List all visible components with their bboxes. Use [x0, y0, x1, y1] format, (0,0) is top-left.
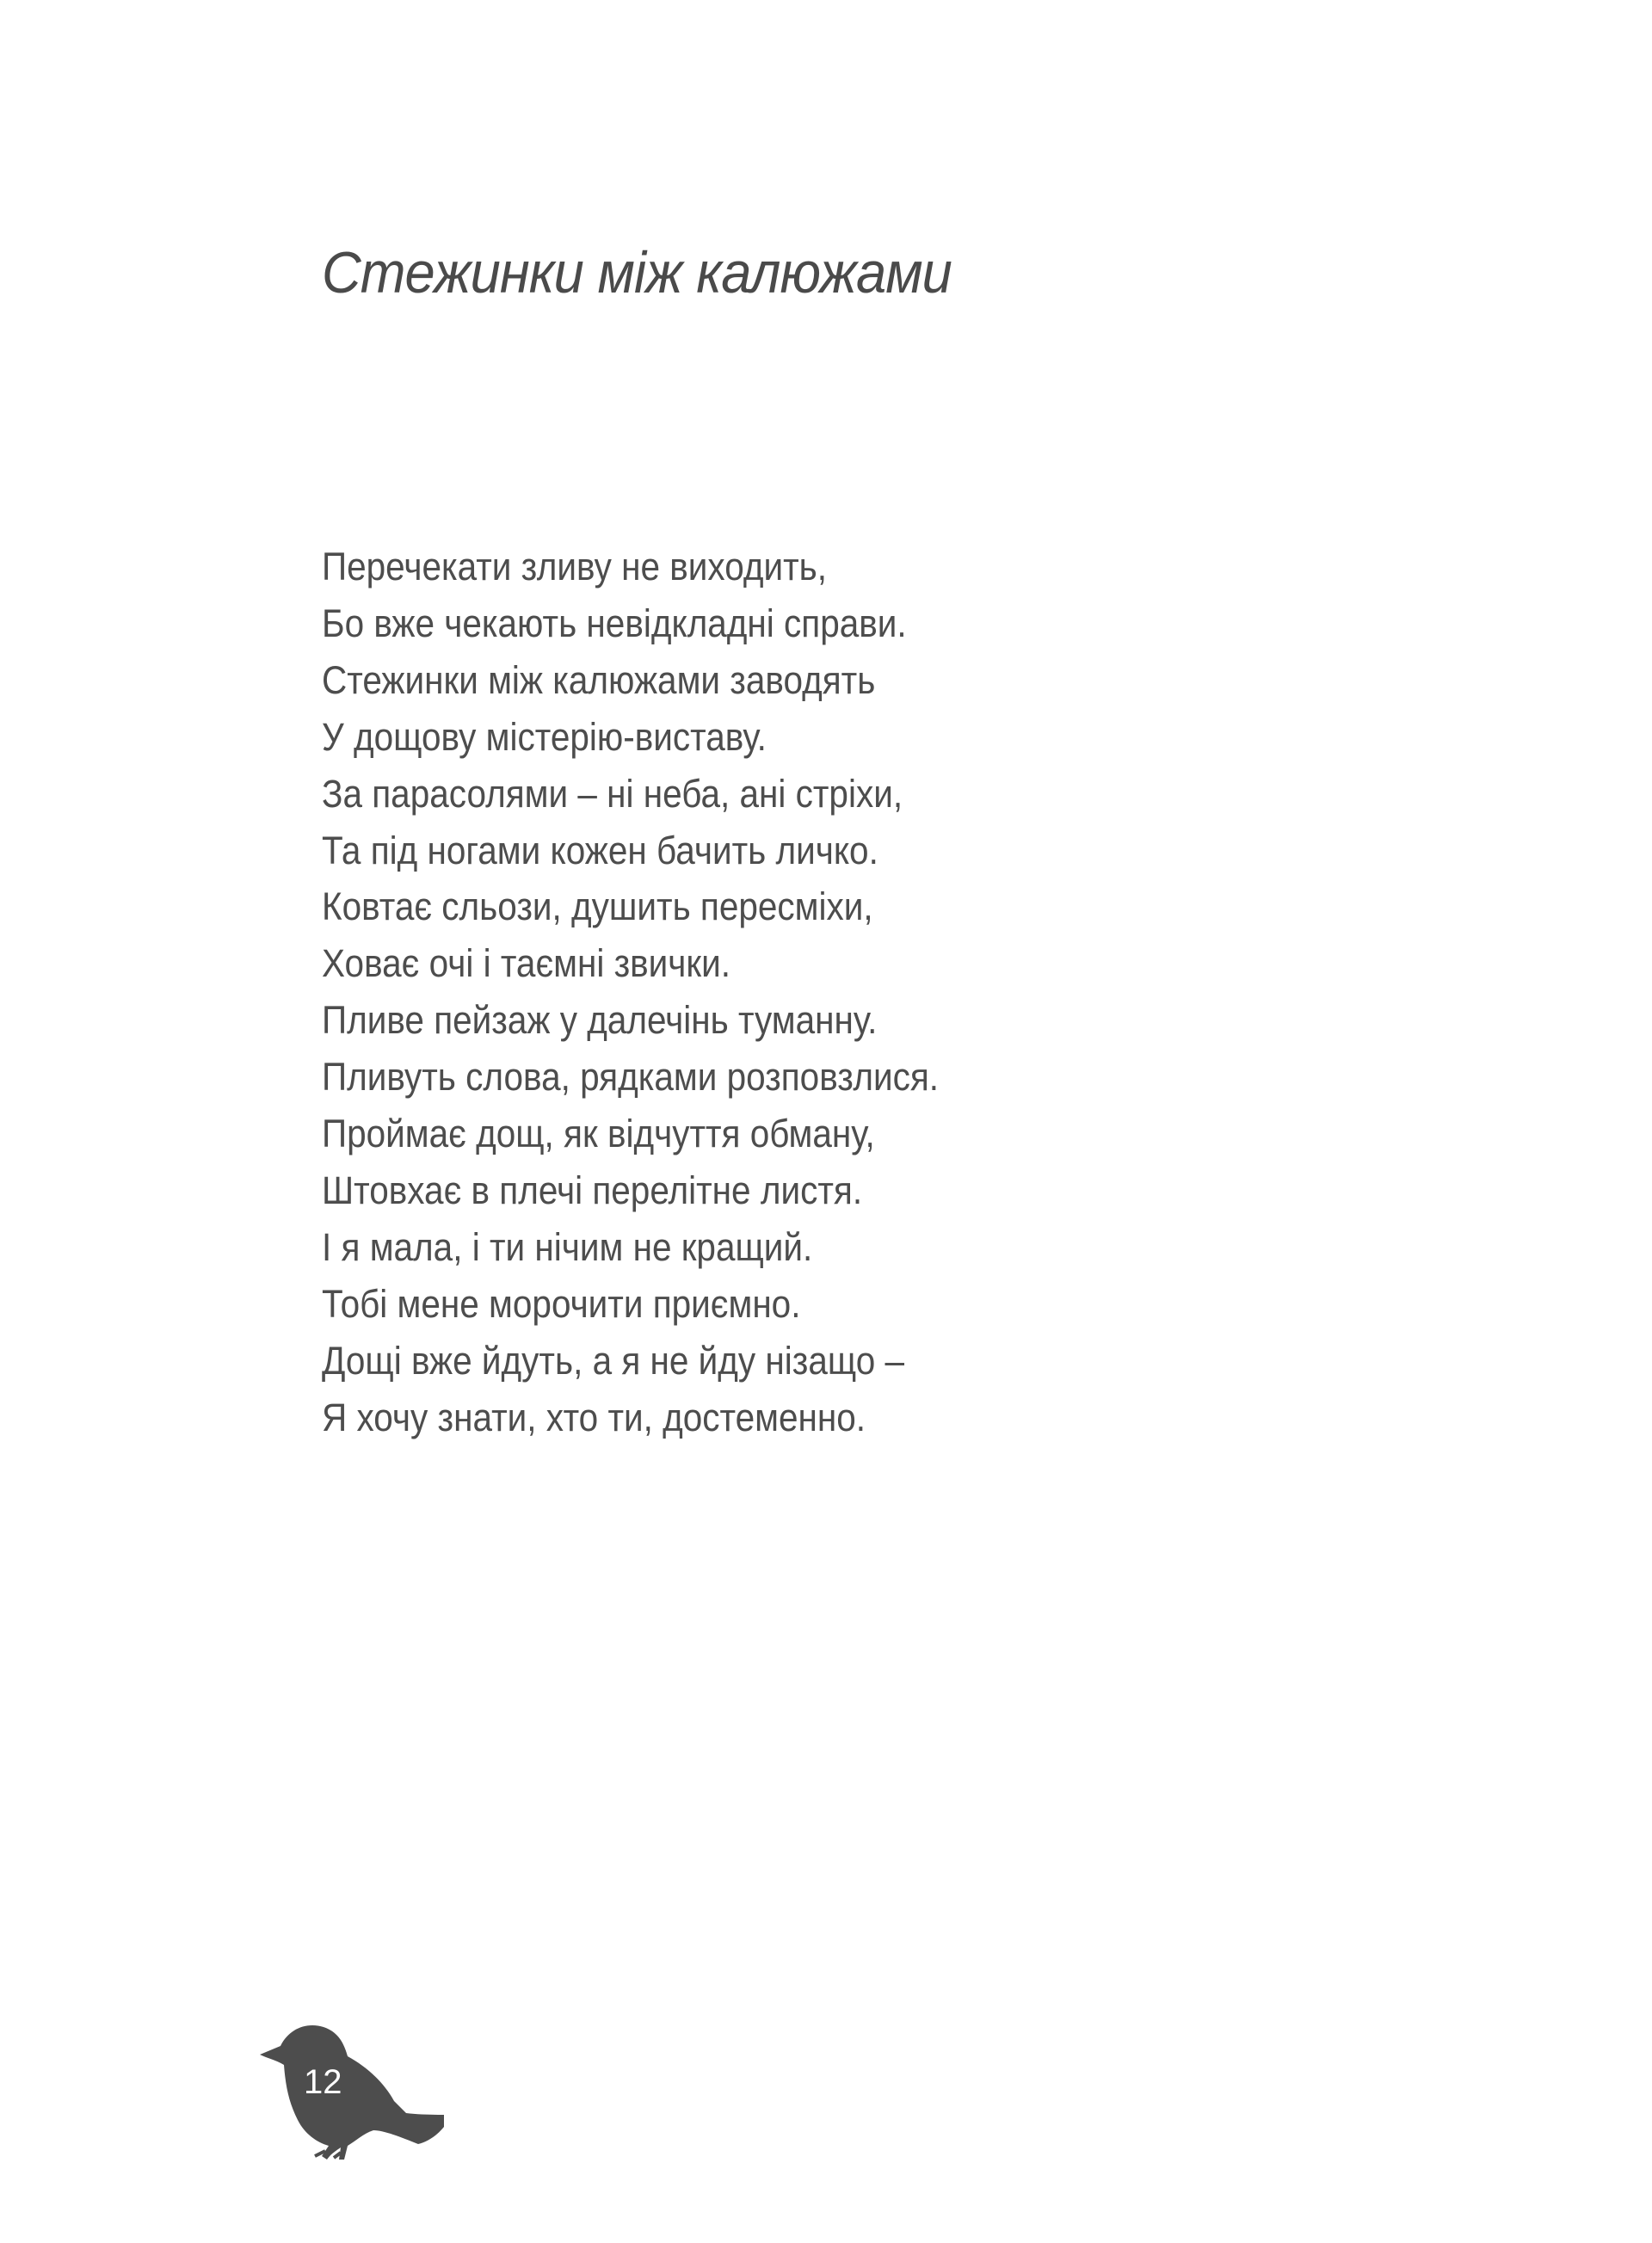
poem-line: Перечекати зливу не виходить, — [322, 545, 827, 588]
poem-line: Пливе пейзаж у далечінь туманну. — [322, 998, 878, 1043]
poem-line: Бо вже чекають невідкладні справи. — [322, 601, 907, 645]
poem-line: Та під ногами кожен бачить личко. — [322, 828, 878, 872]
poem-line: За парасолями – ні неба, ані стріхи, — [322, 771, 903, 816]
poem-line: Проймає дощ, як відчуття обману, — [322, 1112, 875, 1156]
page-number: 12 — [304, 2063, 342, 2101]
poem-line: Дощі вже йдуть, а я не йду нізащо – — [322, 1338, 905, 1383]
poem-body — [322, 539, 939, 1446]
poem-line: У дощову містерію-виставу. — [322, 714, 767, 759]
poem-title: Стежинки між калюжами — [322, 240, 952, 305]
bird-icon — [255, 2005, 444, 2160]
poem-line: Я хочу знати, хто ти, достеменно. — [322, 1395, 866, 1439]
poem-line: І я мала, і ти нічим не кращий. — [322, 1224, 813, 1269]
poem-line: Штовхає в плечі перелітне листя. — [322, 1168, 863, 1212]
poem-line: Ховає очі і таємні звички. — [322, 941, 730, 986]
poem-line: Ковтає сльози, душить пересміхи, — [322, 884, 873, 929]
poem-line: Пливуть слова, рядками розповзлися. — [322, 1055, 940, 1100]
poem-line: Стежинки між калюжами заводять — [322, 657, 876, 702]
poem-line: Тобі мене морочити приємно. — [322, 1281, 801, 1326]
